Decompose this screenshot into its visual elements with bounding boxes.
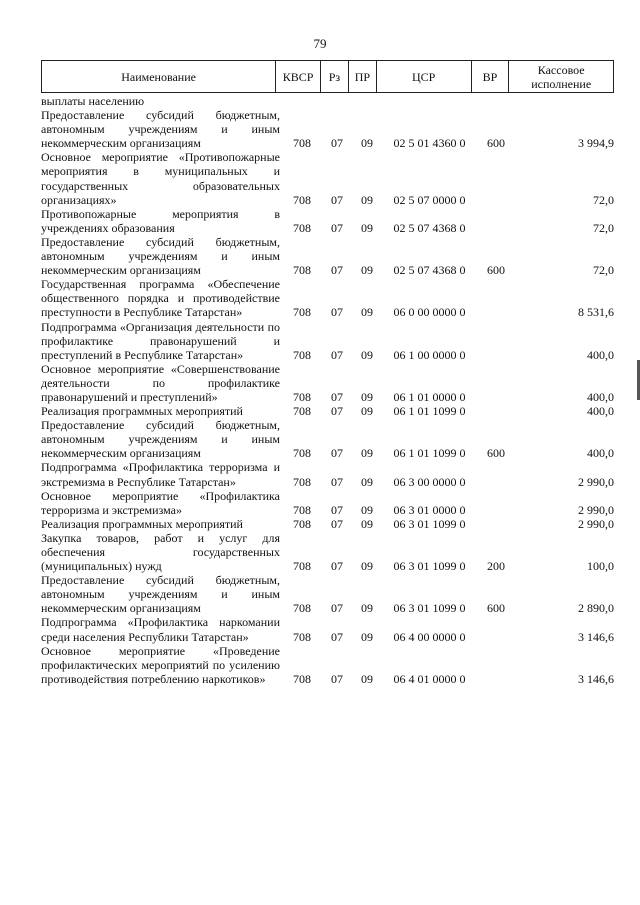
row-kvsr: 708 bbox=[293, 347, 311, 362]
row-csr: 06 1 01 0000 0 bbox=[393, 389, 466, 404]
row-csr: 06 3 01 1099 0 bbox=[393, 559, 466, 574]
table-row bbox=[41, 517, 614, 531]
row-kvsr: 708 bbox=[293, 559, 311, 574]
table-row bbox=[41, 531, 614, 573]
table-row bbox=[41, 94, 614, 108]
row-kvsr: 708 bbox=[293, 629, 311, 644]
header-csr: ЦСР bbox=[377, 61, 472, 92]
row-sum: 3 146,6 bbox=[578, 629, 614, 644]
row-rz: 07 bbox=[331, 192, 343, 207]
row-vr: 200 bbox=[487, 559, 505, 574]
row-pr: 09 bbox=[361, 474, 373, 489]
row-csr: 02 5 07 4368 0 bbox=[393, 220, 466, 235]
row-sum: 400,0 bbox=[587, 446, 614, 461]
table-row bbox=[41, 615, 614, 643]
row-name: Противопожарные мероприятия в учреждениях образования bbox=[41, 206, 280, 235]
row-sum: 2 990,0 bbox=[578, 516, 614, 531]
row-name: Предоставление субсидий бюджетным, автономным учреждениям и иным некоммерческим организациям bbox=[41, 234, 280, 278]
row-kvsr: 708 bbox=[293, 220, 311, 235]
row-name: Основное мероприятие «Проведение профилактических мероприятий по усилению противодействия потреблению наркотиков» bbox=[41, 643, 280, 686]
row-name: Подпрограмма «Профилактика терроризма и экстремизма в Республике Татарстан» bbox=[41, 460, 280, 489]
row-name: Основное мероприятие «Противопожарные мероприятия в муниципальных и государственных образовательных организациях» bbox=[41, 150, 280, 207]
row-vr: 600 bbox=[487, 446, 505, 461]
row-pr: 09 bbox=[361, 220, 373, 235]
row-sum: 400,0 bbox=[587, 389, 614, 404]
header-pr: ПР bbox=[349, 61, 377, 92]
row-csr: 06 4 01 0000 0 bbox=[393, 671, 466, 686]
row-name: Предоставление субсидий бюджетным, автономным учреждениям и иным некоммерческим организациям bbox=[41, 573, 280, 616]
row-rz: 07 bbox=[331, 629, 343, 644]
row-sum: 400,0 bbox=[587, 404, 614, 419]
header-vr: ВР bbox=[472, 61, 510, 92]
row-pr: 09 bbox=[361, 629, 373, 644]
row-name: Предоставление субсидий бюджетным, автономным учреждениям и иным некоммерческим организациям bbox=[41, 418, 280, 461]
table-row bbox=[41, 320, 614, 362]
table-row bbox=[41, 404, 614, 418]
row-name: Государственная программа «Обеспечение общественного порядка и противодействие преступности в Республике Татарстан» bbox=[41, 277, 280, 320]
row-sum: 3 994,9 bbox=[578, 136, 614, 151]
row-name: Реализация программных мероприятий bbox=[41, 404, 243, 419]
row-rz: 07 bbox=[331, 136, 343, 151]
row-name: Реализация программных мероприятий bbox=[41, 516, 243, 531]
row-csr: 02 5 07 4368 0 bbox=[393, 263, 466, 278]
table-row bbox=[41, 573, 614, 615]
row-pr: 09 bbox=[361, 446, 373, 461]
row-rz: 07 bbox=[331, 601, 343, 616]
row-vr: 600 bbox=[487, 136, 505, 151]
row-name: Основное мероприятие «Профилактика терроризма и экстремизма» bbox=[41, 488, 280, 517]
table-row bbox=[41, 235, 614, 277]
row-rz: 07 bbox=[331, 559, 343, 574]
row-csr: 06 1 01 1099 0 bbox=[393, 404, 466, 419]
row-csr: 06 3 01 0000 0 bbox=[393, 502, 466, 517]
row-kvsr: 708 bbox=[293, 671, 311, 686]
row-kvsr: 708 bbox=[293, 136, 311, 151]
row-pr: 09 bbox=[361, 502, 373, 517]
row-pr: 09 bbox=[361, 136, 373, 151]
row-rz: 07 bbox=[331, 389, 343, 404]
row-pr: 09 bbox=[361, 601, 373, 616]
row-pr: 09 bbox=[361, 671, 373, 686]
table-row bbox=[41, 150, 614, 206]
row-vr: 600 bbox=[487, 263, 505, 278]
row-rz: 07 bbox=[331, 516, 343, 531]
row-sum: 72,0 bbox=[593, 220, 614, 235]
row-rz: 07 bbox=[331, 263, 343, 278]
row-rz: 07 bbox=[331, 474, 343, 489]
row-kvsr: 708 bbox=[293, 601, 311, 616]
row-pr: 09 bbox=[361, 516, 373, 531]
row-pr: 09 bbox=[361, 404, 373, 419]
row-sum: 72,0 bbox=[593, 192, 614, 207]
table-row bbox=[41, 418, 614, 460]
row-pr: 09 bbox=[361, 559, 373, 574]
table-row bbox=[41, 207, 614, 235]
table-row bbox=[41, 108, 614, 150]
row-kvsr: 708 bbox=[293, 305, 311, 320]
row-name: Подпрограмма «Организация деятельности по профилактике правонарушений и преступлений в Республике Татарстан» bbox=[41, 319, 280, 362]
row-csr: 06 3 00 0000 0 bbox=[393, 474, 466, 489]
table-row bbox=[41, 644, 614, 686]
row-sum: 8 531,6 bbox=[578, 305, 614, 320]
header-kassovoe-ispolnenie: Кассовое исполнение bbox=[531, 62, 592, 91]
row-sum: 400,0 bbox=[587, 347, 614, 362]
row-sum: 2 990,0 bbox=[578, 502, 614, 517]
row-csr: 06 3 01 1099 0 bbox=[393, 601, 466, 616]
row-sum: 2 990,0 bbox=[578, 474, 614, 489]
row-kvsr: 708 bbox=[293, 263, 311, 278]
row-pr: 09 bbox=[361, 305, 373, 320]
row-kvsr: 708 bbox=[293, 404, 311, 419]
row-sum: 3 146,6 bbox=[578, 671, 614, 686]
row-rz: 07 bbox=[331, 220, 343, 235]
row-rz: 07 bbox=[331, 446, 343, 461]
row-kvsr: 708 bbox=[293, 502, 311, 517]
row-sum: 100,0 bbox=[587, 559, 614, 574]
row-kvsr: 708 bbox=[293, 192, 311, 207]
row-kvsr: 708 bbox=[293, 474, 311, 489]
row-pr: 09 bbox=[361, 263, 373, 278]
row-csr: 06 4 00 0000 0 bbox=[393, 629, 466, 644]
row-csr: 06 3 01 1099 0 bbox=[393, 516, 466, 531]
header-rz: Рз bbox=[321, 61, 349, 92]
header-name: Наименование bbox=[42, 61, 276, 92]
row-csr: 06 1 00 0000 0 bbox=[393, 347, 466, 362]
row-name: Предоставление субсидий бюджетным, автономным учреждениям и иным некоммерческим организациям bbox=[41, 108, 280, 151]
row-name: Закупка товаров, работ и услуг для обеспечения государственных (муниципальных) нужд bbox=[41, 530, 280, 574]
row-kvsr: 708 bbox=[293, 516, 311, 531]
row-sum: 2 890,0 bbox=[578, 601, 614, 616]
row-rz: 07 bbox=[331, 502, 343, 517]
table-row bbox=[41, 460, 614, 488]
row-pr: 09 bbox=[361, 389, 373, 404]
row-csr: 02 5 07 0000 0 bbox=[393, 192, 466, 207]
row-pr: 09 bbox=[361, 347, 373, 362]
row-pr: 09 bbox=[361, 192, 373, 207]
row-rz: 07 bbox=[331, 671, 343, 686]
row-csr: 02 5 01 4360 0 bbox=[393, 136, 466, 151]
row-rz: 07 bbox=[331, 347, 343, 362]
table-row bbox=[41, 277, 614, 319]
row-csr: 06 0 00 0000 0 bbox=[393, 305, 466, 320]
table-row bbox=[41, 362, 614, 404]
row-name: Основное мероприятие «Совершенствование деятельности по профилактике правонарушений и преступлений» bbox=[41, 361, 280, 404]
table-body bbox=[41, 94, 614, 686]
page-number: 79 bbox=[313, 36, 327, 51]
row-kvsr: 708 bbox=[293, 446, 311, 461]
row-rz: 07 bbox=[331, 305, 343, 320]
row-kvsr: 708 bbox=[293, 389, 311, 404]
row-sum: 72,0 bbox=[593, 263, 614, 278]
row-vr: 600 bbox=[487, 601, 505, 616]
table-header bbox=[41, 60, 614, 93]
row-name: Подпрограмма «Профилактика наркомании среди населения Республики Татарстан» bbox=[41, 615, 280, 644]
header-kvsr: КВСР bbox=[276, 61, 321, 92]
row-csr: 06 1 01 1099 0 bbox=[393, 446, 466, 461]
row-rz: 07 bbox=[331, 404, 343, 419]
row-name: выплаты населению bbox=[41, 94, 145, 108]
table-row bbox=[41, 489, 614, 517]
